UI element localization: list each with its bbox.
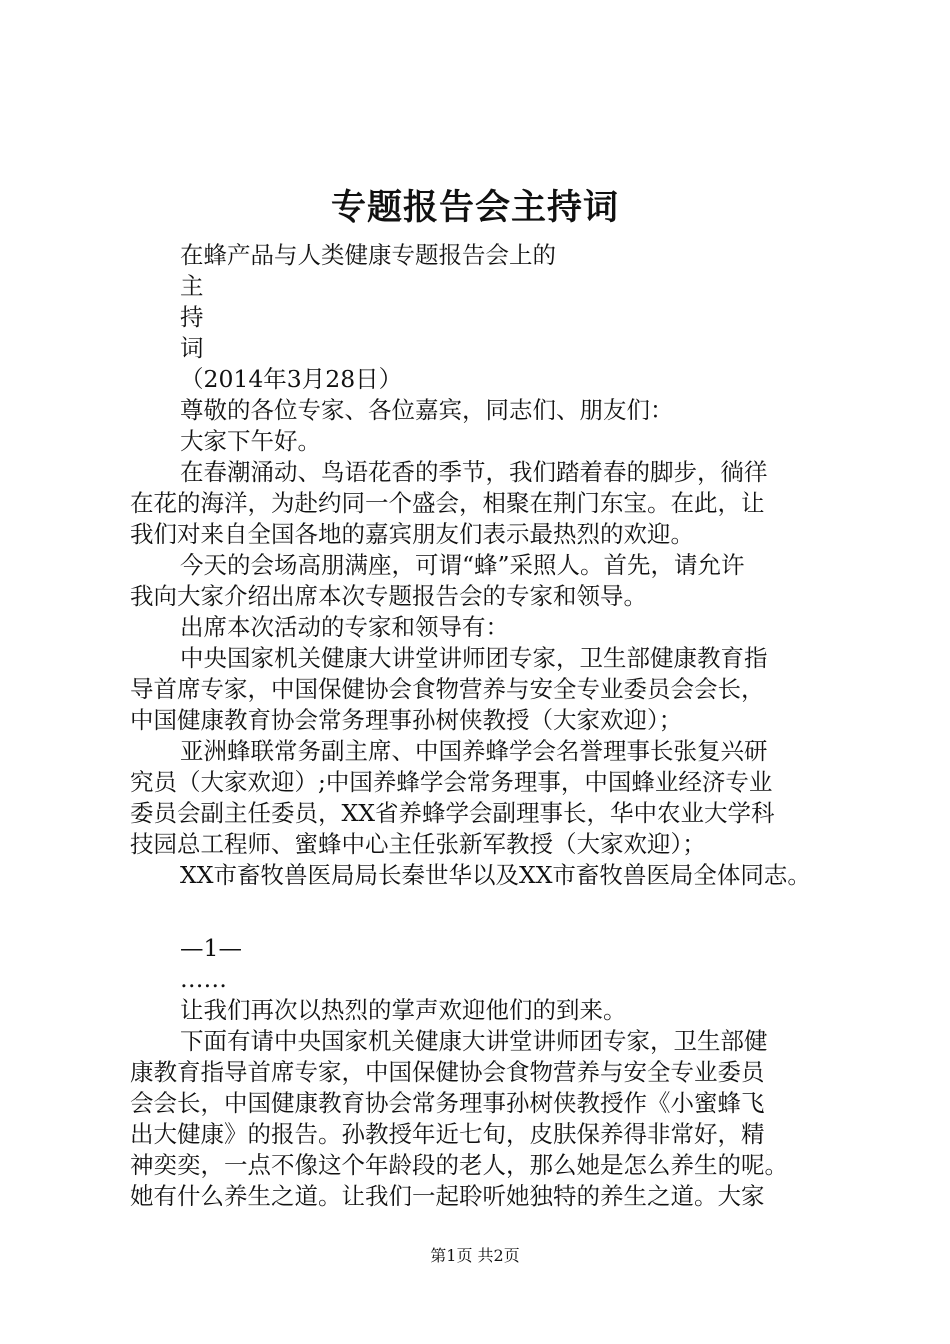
paragraph-line: 下面有请中央国家机关健康大讲堂讲师团专家，卫生部健 [180, 1027, 768, 1055]
paragraph-line: 康教育指导首席专家，中国保健协会食物营养与安全专业委员 [130, 1058, 765, 1086]
paragraph-line: 在春潮涌动、鸟语花香的季节，我们踏着春的脚步，徜徉 [180, 458, 768, 486]
paragraph-line: XX市畜牧兽医局局长秦世华以及XX市畜牧兽医局全体同志。 [180, 861, 811, 889]
paragraph-line: 究员（大家欢迎）;中国养蜂学会常务理事，中国蜂业经济专业 [130, 768, 773, 796]
paragraph-line: 中国健康教育协会常务理事孙树侠教授（大家欢迎）； [130, 706, 683, 734]
paragraph-line: 她有什么养生之道。让我们一起聆听她独特的养生之道。大家 [130, 1182, 765, 1210]
paragraph-line: 亚洲蜂联常务副主席、中国养蜂学会名誉理事长张复兴研 [180, 737, 768, 765]
subtitle-char: 持 [180, 303, 204, 331]
paragraph-line: 出席本次活动的专家和领导有： [180, 613, 509, 641]
ellipsis-line: …… [180, 965, 227, 993]
paragraph-line: 我向大家介绍出席本次专题报告会的专家和领导。 [130, 582, 647, 610]
page-footer: 第1页 共2页 [430, 1246, 520, 1265]
page-marker: —1— [180, 934, 242, 962]
paragraph-line: 中央国家机关健康大讲堂讲师团专家，卫生部健康教育指 [180, 644, 768, 672]
subtitle-line: 在蜂产品与人类健康专题报告会上的 [180, 241, 556, 269]
subtitle-char: 主 [180, 272, 204, 300]
greeting: 大家下午好。 [180, 427, 321, 455]
paragraph-line: 会会长，中国健康教育协会常务理事孙树侠教授作《小蜜蜂飞 [130, 1089, 765, 1117]
paragraph-line: 出大健康》的报告。孙教授年近七旬，皮肤保养得非常好，精 [130, 1120, 765, 1148]
blank-gap [130, 891, 835, 933]
document-body [130, 240, 835, 1212]
paragraph-line: 今天的会场高朋满座，可谓“蜂”采照人。首先，请允许 [180, 551, 745, 579]
paragraph-line: 神奕奕，一点不像这个年龄段的老人，那么她是怎么养生的呢。 [130, 1151, 788, 1179]
paragraph-line: 我们对来自全国各地的嘉宾朋友们表示最热烈的欢迎。 [130, 520, 694, 548]
paragraph-line: 在花的海洋，为赴约同一个盛会，相聚在荆门东宝。在此，让 [130, 489, 765, 517]
paragraph-line: 导首席专家，中国保健协会食物营养与安全专业委员会会长， [130, 675, 765, 703]
subtitle-char: 词 [180, 334, 204, 362]
paragraph-line: 让我们再次以热烈的掌声欢迎他们的到来。 [180, 996, 627, 1024]
document-title: 专题报告会主持词 [330, 187, 619, 228]
date-line: （2014年3月28日） [180, 365, 403, 393]
salutation: 尊敬的各位专家、各位嘉宾，同志们、朋友们： [180, 396, 674, 424]
paragraph-line: 委员会副主任委员，XX省养蜂学会副理事长，华中农业大学科 [130, 799, 775, 827]
paragraph-line: 技园总工程师、蜜蜂中心主任张新军教授（大家欢迎）； [130, 830, 706, 858]
